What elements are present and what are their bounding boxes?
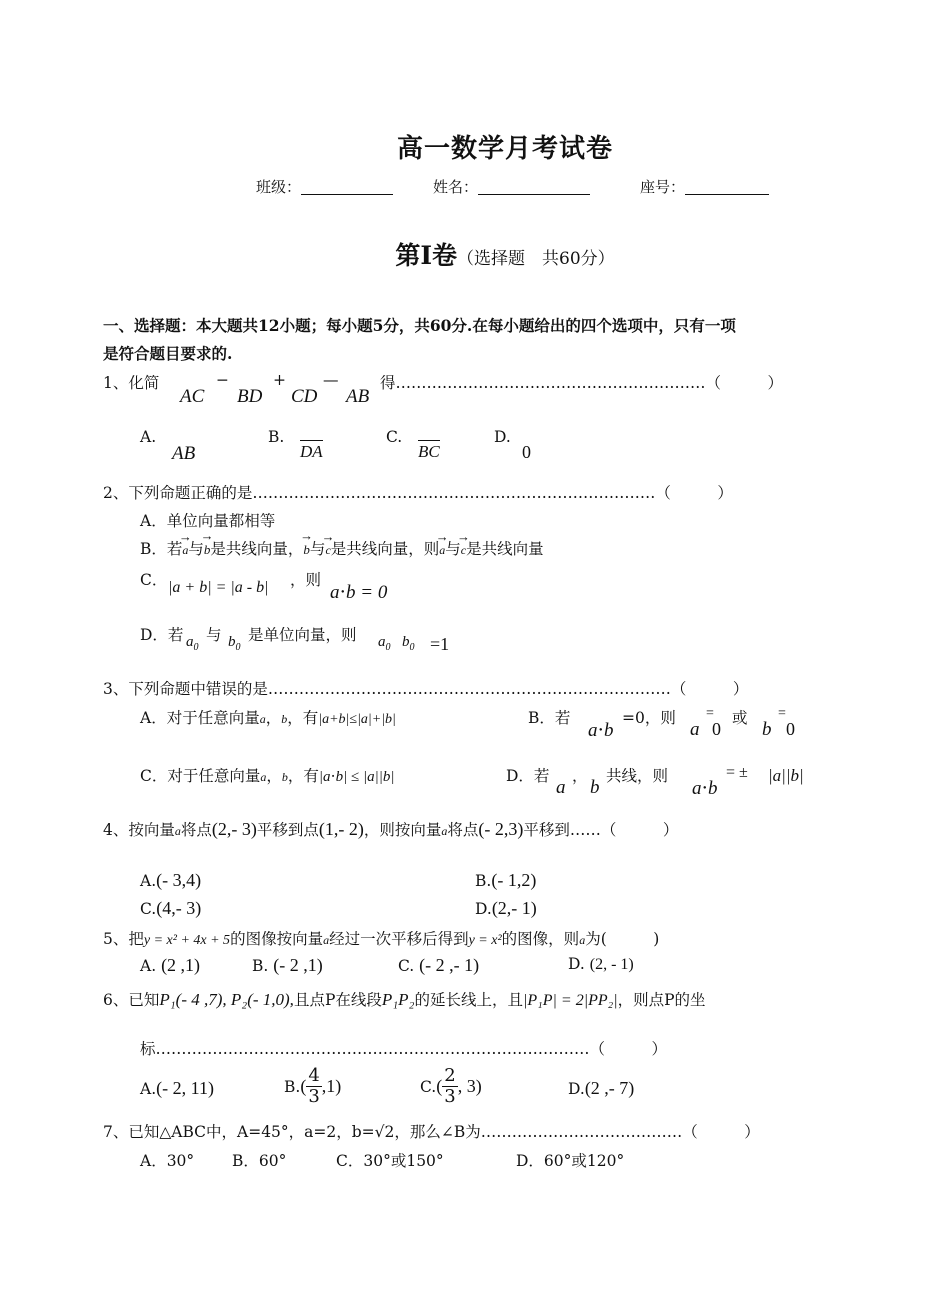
q3-option-d-b: b	[590, 777, 600, 798]
q2-b-text-6: 与	[445, 540, 461, 558]
section-sub: （选择题 共60分）	[457, 249, 615, 269]
q3-option-d-eq: = ±	[726, 764, 748, 781]
q2-option-c-then: ，则	[290, 571, 322, 589]
q3-option-d-comma: ，	[572, 767, 588, 785]
q1-stem: 1、化简	[103, 374, 160, 392]
q5-c-label: C.	[398, 957, 415, 975]
q6-option-c	[420, 1066, 482, 1107]
q1-plus: +	[273, 371, 286, 389]
q3-option-b-a: a	[690, 719, 700, 740]
q5-option-c	[398, 955, 479, 976]
q4-point-2: (1,- 2)	[318, 819, 364, 839]
q3-stem: 3、下列命题中错误的是……………………………………………………………………（ ）	[103, 680, 749, 698]
q5-b-label: B.	[252, 957, 269, 975]
q2-b-sym-c: → c	[325, 543, 330, 558]
q3-option-b-text-2: =0，则	[622, 709, 676, 727]
q7-option-a: A．30°	[140, 1152, 195, 1170]
q3-option-b-zero-1: 0	[712, 719, 721, 739]
intro-line-2: 是符合题目要求的.	[103, 344, 233, 363]
q3-option-b-b: b	[762, 719, 772, 740]
q6-c-numerator: 2	[444, 1065, 456, 1086]
q5-a-label: A.	[140, 957, 157, 975]
seat-blank[interactable]	[685, 178, 769, 195]
q6-option-a	[140, 1078, 214, 1099]
q3-option-b-eq-2: =	[778, 706, 786, 721]
q6-b-open: (	[300, 1076, 307, 1096]
q4-sym-a-2: a	[441, 824, 448, 838]
q2-b-sym-c2: → c	[461, 543, 466, 558]
q2-option-d-res-a0	[378, 634, 391, 653]
q4-option-b	[475, 870, 536, 891]
q3-option-c: C．对于任意向量a，b，有|a⋅b| ≤ |a||b|	[140, 767, 395, 785]
q4-option-c	[140, 898, 201, 919]
q6-c-open: (	[436, 1076, 443, 1096]
intro-line-1: 一、选择题：本大题共12小题；每小题5分，共60分.在每小题给出的四个选项中，只有一项	[103, 316, 736, 335]
q4-d-value: (2,- 1)	[491, 898, 537, 918]
q4-b-value: (- 1,2)	[491, 870, 537, 890]
q5-option-d	[568, 955, 634, 974]
q5-text-3: 经过一次平移后得到	[329, 930, 469, 948]
q5-option-b	[252, 955, 323, 976]
section-main: 第I卷	[395, 241, 458, 270]
seat-field	[640, 176, 769, 197]
q3-option-a: A．对于任意向量a，b，有|a+b|≤|a|+|b|	[140, 709, 396, 727]
q6-d-value: (2 ,- 7)	[584, 1078, 635, 1098]
q6-b-numerator: 4	[308, 1065, 320, 1086]
q1-option-c-label: C.	[386, 428, 403, 446]
q2-option-b	[140, 537, 544, 559]
q5-text-5: 为( )	[585, 930, 660, 948]
q6-option-d	[568, 1078, 634, 1099]
q5-d-value: (2, - 1)	[589, 956, 634, 973]
q2-b-sym-b: → b	[204, 542, 211, 558]
q4-stem	[103, 818, 678, 840]
q2-option-d-sym-b0	[228, 634, 241, 653]
q3-c-sym-a: a	[260, 770, 267, 784]
q2-option-a: A．单位向量都相等	[140, 512, 276, 530]
q3-option-d-text-1: D．若	[506, 767, 550, 785]
q2-stem: 2、下列命题正确的是……………………………………………………………………（ ）	[103, 484, 733, 502]
seat-label: 座号：	[640, 178, 686, 196]
q6-b-denominator: 3	[308, 1086, 320, 1107]
q4-option-a	[140, 870, 201, 891]
q5-option-a	[140, 955, 200, 976]
q2-d-res-a0-sub: 0	[385, 642, 391, 653]
q2-d-res-a0: a	[378, 634, 386, 650]
q2-b-sym-a: → a	[182, 543, 188, 558]
q6-c-label: C.	[420, 1077, 437, 1096]
q2-b-text-2: 与	[188, 540, 204, 558]
q3-option-d-tail: |a||b|	[768, 766, 804, 785]
q6-a-value: (- 2, 11)	[156, 1078, 214, 1098]
q6-d-label: D.	[568, 1080, 585, 1098]
q2-b-sym-a2: → a	[439, 543, 445, 558]
q4-point-3: (- 2,3)	[478, 819, 524, 839]
name-label: 姓名：	[433, 178, 479, 196]
q2-option-c-label: C．	[140, 571, 168, 589]
q2-option-d-text-2: 与	[206, 626, 222, 644]
q2-b-text-4: 与	[309, 540, 326, 558]
q4-text-4: ，则按向量	[363, 821, 442, 839]
q2-option-d-text-1: D．若	[140, 626, 184, 644]
q2-b-text-7: 是共线向量	[466, 540, 544, 558]
q3-option-b-text-1: B．若	[528, 709, 571, 727]
q4-c-label: C.	[140, 900, 157, 918]
name-field	[433, 176, 590, 197]
q2-option-d-result: =1	[430, 634, 450, 654]
q3-a-sym-a: a	[259, 712, 266, 726]
q2-b-text-3: 是共线向量，	[210, 540, 304, 558]
q6-text-4: ，则点P的坐	[617, 991, 706, 1009]
q3-option-b-or: 或	[732, 709, 748, 727]
q6-text-2: 且点P在线段	[293, 991, 382, 1009]
q6-a-label: A.	[140, 1080, 157, 1098]
q2-d-res-b0: b	[402, 634, 410, 650]
q1-minus-1: −	[216, 371, 229, 389]
q2-b-text-5: 是共线向量，则	[330, 540, 440, 558]
q4-point-1: (2,- 3)	[211, 819, 257, 839]
q2-d-b0-sub: 0	[235, 642, 241, 653]
q3-a-ineq: |a+b|≤|a|+|b|	[318, 712, 396, 727]
q3-a-sym-b: b	[281, 712, 288, 726]
q6-segment: P₁P₂	[381, 990, 415, 1009]
q2-d-res-b0-sub: 0	[409, 642, 415, 653]
q1-option-a-label: A.	[140, 428, 157, 446]
q2-d-a0-sub: 0	[193, 642, 199, 653]
q7-stem: 7、已知△ABC中，A=45°，a=2，b=√2，那么∠B为…………………………………（ ）	[103, 1123, 760, 1141]
q3-c-sym-b: b	[281, 770, 288, 784]
q1-option-d-value: 0	[522, 442, 531, 462]
q5-text-1: 5、把	[103, 930, 144, 948]
q6-c-denominator: 3	[444, 1086, 456, 1107]
q6-condition: |P₁P| = 2|PP₂|	[522, 992, 618, 1009]
q4-a-label: A.	[140, 872, 157, 890]
q4-b-label: B.	[475, 872, 492, 890]
q5-sym-a-2: a	[579, 933, 586, 947]
q4-d-label: D.	[475, 900, 492, 918]
q6-text-1: 6、已知	[103, 991, 160, 1009]
q6-b-fraction	[306, 1066, 321, 1107]
q6-text-3: 的延长线上，且	[414, 991, 523, 1009]
q6-b-tail: ,1)	[321, 1076, 342, 1096]
q4-text-2: 将点	[180, 821, 212, 839]
q1-vec-bd: BD	[237, 386, 263, 407]
q5-b-value: (- 2 ,1)	[273, 955, 323, 975]
q4-text-6: 平移到……（ ）	[523, 821, 679, 839]
q3-c-text-1: C．对于任意向量	[140, 767, 261, 785]
q2-option-c-result: a⋅b = 0	[330, 582, 388, 603]
q6-points: P₁(- 4 ,7), P₂(- 1,0),	[159, 990, 294, 1009]
q2-d-b0: b	[228, 634, 236, 650]
q1-option-b-text: DA	[300, 442, 323, 461]
q5-sym-a: a	[323, 933, 330, 947]
q4-text-5: 将点	[447, 821, 479, 839]
exam-title: 高一数学月考试卷	[396, 134, 613, 164]
q3-option-b-expr: a⋅b	[588, 720, 614, 741]
section-heading	[0, 236, 950, 272]
q1-option-d-label: D.	[494, 428, 511, 446]
q1-vec-ac: AC	[180, 386, 205, 407]
q4-text-3: 平移到点	[256, 821, 319, 839]
class-label: 班级：	[256, 178, 302, 196]
q3-a-text-2: ，有	[287, 709, 319, 727]
q5-a-value: (2 ,1)	[161, 955, 201, 975]
q5-formula-2: y = x²	[468, 933, 502, 948]
q4-sym-a: a	[174, 824, 181, 838]
class-field	[256, 176, 393, 197]
q1-option-a-value: AB	[172, 443, 196, 464]
q5-text-2: 的图像按向量	[230, 930, 324, 948]
q2-option-d-res-b0	[402, 634, 415, 653]
q1-tail: 得……………………………………………………（ ）	[380, 374, 784, 392]
q6-c-tail: , 3)	[457, 1076, 482, 1096]
q6-stem-line-2: 标…………………………………………………………………………（ ）	[140, 1040, 668, 1058]
q4-a-value: (- 3,4)	[156, 870, 202, 890]
q2-d-a0: a	[186, 634, 194, 650]
q6-b-label: B.	[284, 1077, 301, 1096]
q1-option-b-label: B.	[268, 428, 285, 446]
q2-option-d-text-3: 是单位向量，则	[248, 626, 357, 644]
q2-option-d-sym-a0	[186, 634, 199, 653]
q1-option-b-value	[300, 442, 323, 462]
q5-c-value: (- 2 ,- 1)	[419, 955, 480, 975]
q3-c-ineq: |a⋅b| ≤ |a||b|	[318, 769, 395, 785]
q5-stem	[103, 927, 659, 949]
q3-option-b-eq-1: =	[706, 706, 714, 721]
q4-option-d	[475, 898, 537, 919]
q3-option-d-a: a	[556, 777, 566, 798]
class-blank[interactable]	[301, 178, 393, 195]
q7-option-d: D．60°或120°	[516, 1152, 625, 1170]
q7-option-c: C．30°或150°	[336, 1152, 444, 1170]
q1-vec-cd: CD	[291, 386, 318, 407]
q4-text-1: 4、按向量	[103, 821, 175, 839]
q5-d-label: D.	[568, 955, 585, 973]
q1-minus-2: —	[323, 371, 339, 389]
q3-option-d-expr: a⋅b	[692, 778, 718, 799]
q6-stem-line-1	[103, 988, 706, 1010]
q5-text-4: 的图像，则	[501, 930, 580, 948]
q3-c-text-2: ，有	[287, 767, 319, 785]
q1-option-c-value	[418, 442, 440, 462]
q7-option-b: B．60°	[232, 1152, 287, 1170]
name-blank[interactable]	[478, 178, 590, 195]
q1-option-c-text: BC	[418, 442, 440, 461]
q5-formula-1: y = x² + 4x + 5	[143, 933, 231, 948]
q4-c-value: (4,- 3)	[156, 898, 202, 918]
q2-b-sym-b2: → b	[303, 542, 310, 558]
q3-a-text-1: A．对于任意向量	[140, 709, 260, 727]
q1-vec-ab: AB	[346, 386, 370, 407]
q6-option-b	[284, 1066, 341, 1107]
q6-c-fraction	[442, 1066, 457, 1107]
q3-option-b-zero-2: 0	[786, 719, 795, 739]
q2-option-c-expr: |a + b| = |a - b|	[168, 579, 269, 596]
q3-option-d-text-2: 共线，则	[606, 767, 669, 785]
q2-b-text-1: B．若	[140, 540, 183, 558]
